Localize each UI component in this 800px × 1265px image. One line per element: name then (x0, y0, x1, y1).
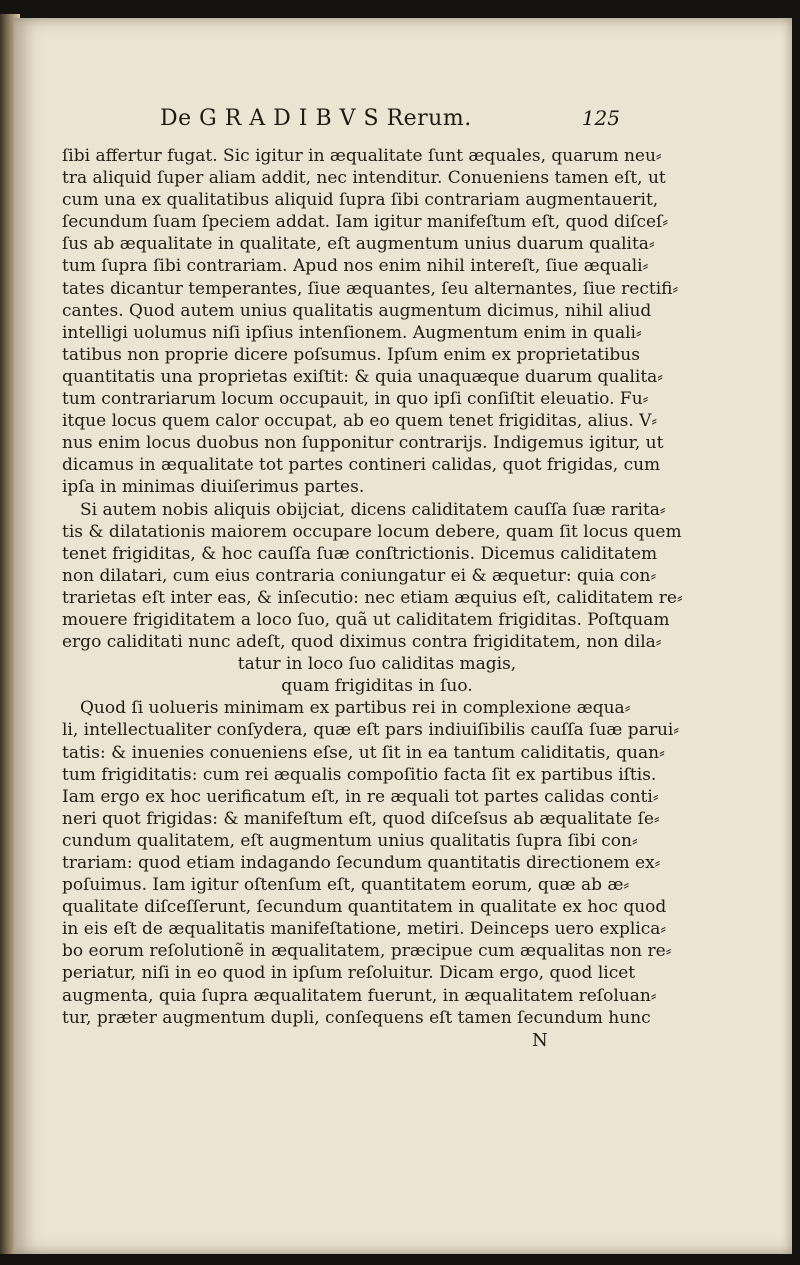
signature-mark: N (532, 1030, 548, 1051)
folio-number: 125 (581, 106, 620, 130)
text-line: itque locus quem calor occupat, ab eo quem tenet frigiditas, alius. V⸗ (62, 411, 658, 432)
text-line: ergo caliditati nunc adeſt, quod diximus contra frigiditatem, non dila⸗ (62, 632, 662, 653)
text-line: tur, præter augmentum dupli, conſequens eſt tamen ſecundum hunc (62, 1007, 651, 1028)
text-line: ſecundum ſuam ſpeciem addat. Iam igitur manifeſtum eſt, quod diſceſ⸗ (62, 212, 668, 233)
text-line: tatibus non proprie dicere poſsumus. Ipſum enim ex proprietatibus (62, 344, 640, 365)
text-line: quantitatis una proprietas exiſtit: & quia unaquæque duarum qualita⸗ (62, 366, 663, 387)
text-line: qualitate diſceſſerunt, ſecundum quantitatem in qualitate ex hoc quod (62, 897, 667, 918)
text-line: tenet frigiditas, & hoc cauſſa ſuæ conſtrictionis. Dicemus caliditatem (62, 543, 658, 564)
text-line: tatis: & inuenies conueniens eſse, ut ſit in ea tantum caliditatis, quan⸗ (62, 742, 665, 763)
text-block (62, 145, 692, 1029)
text-line: cum una ex qualitatibus aliquid ſupra ſibi contrariam augmentauerit, (62, 190, 659, 211)
text-line: tatur in loco ſuo caliditas magis, (237, 654, 517, 675)
text-line: cundum qualitatem, eſt augmentum unius qualitatis ſupra ſibi con⸗ (62, 830, 638, 851)
text-line: nus enim locus duobus non ſupponitur contrarijs. Indigemus igitur, ut (62, 433, 664, 454)
text-line: ipſa in minimas diuiſerimus partes. (62, 477, 365, 498)
text-line: tum frigiditatis: cum rei æqualis compoſitio facta ſit ex partibus iſtis. (62, 764, 657, 785)
text-line: Si autem nobis aliquis obijciat, dicens caliditatem cauſſa ſuæ rarita⸗ (80, 499, 666, 520)
text-line: non dilatari, cum eius contraria coniungatur ei & æquetur: quia con⸗ (62, 565, 657, 586)
text-line: ſibi affertur fugat. Sic igitur in æqualitate ſunt æquales, quarum neu⸗ (62, 146, 662, 166)
text-line: li, intellectualiter conſydera, quæ eſt pars indiuiſibilis cauſſa ſuæ parui⸗ (62, 720, 679, 741)
text-line: dicamus in æqualitate tot partes contineri calidas, quot frigidas, cum (62, 455, 661, 476)
text-line: tum ſupra ſibi contrariam. Apud nos enim nihil intereſt, ſiue æquali⸗ (62, 256, 649, 277)
text-line: tum contrariarum locum occupauit, in quo ipſi conſiſtit eleuatio. Fu⸗ (62, 389, 649, 410)
text-line: tates dicantur temperantes, ſiue æquantes, ſeu alternantes, ſiue rectifi⸗ (62, 278, 679, 299)
text-line: bo eorum reſolutionẽ in æqualitatem, præcipue cum æqualitas non re⸗ (62, 941, 672, 962)
text-line: trariam: quod etiam indagando ſecundum quantitatis directionem ex⸗ (62, 853, 661, 873)
running-head-title: De G R A D I B V S Rerum. (160, 106, 472, 131)
text-line: periatur, niſi in eo quod in ipſum reſoluitur. Dicam ergo, quod licet (62, 963, 636, 984)
text-line: in eis eſt de æqualitatis manifeſtatione, metiri. Deinceps uero explica⸗ (62, 919, 667, 940)
text-line: Iam ergo ex hoc uerificatum eſt, in re æquali tot partes calidas conti⸗ (62, 786, 659, 807)
text-line: intelligi uolumus niſi ipſius intenſionem. Augmentum enim in quali⸗ (62, 322, 642, 343)
text-line: mouere frigiditatem a loco ſuo, quã ut caliditatem frigiditas. Poſtquam (62, 609, 670, 630)
running-head (160, 106, 620, 136)
text-line: augmenta, quia ſupra æqualitatem fuerunt, in æqualitatem reſoluan⸗ (62, 985, 657, 1006)
book-page (14, 18, 792, 1254)
text-line: Quod ſi uolueris minimam ex partibus rei in complexione æqua⸗ (80, 698, 631, 719)
text-line: ſus ab æqualitate in qualitate, eſt augmentum unius duarum qualita⸗ (62, 234, 655, 255)
text-line: neri quot frigidas: & manifeſtum eſt, quod diſceſsus ab æqualitate ſe⸗ (62, 808, 660, 829)
text-line: tra aliquid ſuper aliam addit, nec intenditur. Conueniens tamen eſt, ut (62, 168, 666, 189)
text-line: tis & dilatationis maiorem occupare locum debere, quam ſit locus quem (62, 521, 682, 542)
text-line: cantes. Quod autem unius qualitatis augmentum dicimus, nihil aliud (62, 300, 652, 321)
text-line: trarietas eſt inter eas, & inſecutio: nec etiam æquius eſt, caliditatem re⸗ (62, 587, 683, 608)
text-line: poſuimus. Iam igitur oſtenſum eſt, quantitatem eorum, quæ ab æ⸗ (62, 875, 630, 896)
text-line: quam frigiditas in ſuo. (281, 676, 473, 697)
